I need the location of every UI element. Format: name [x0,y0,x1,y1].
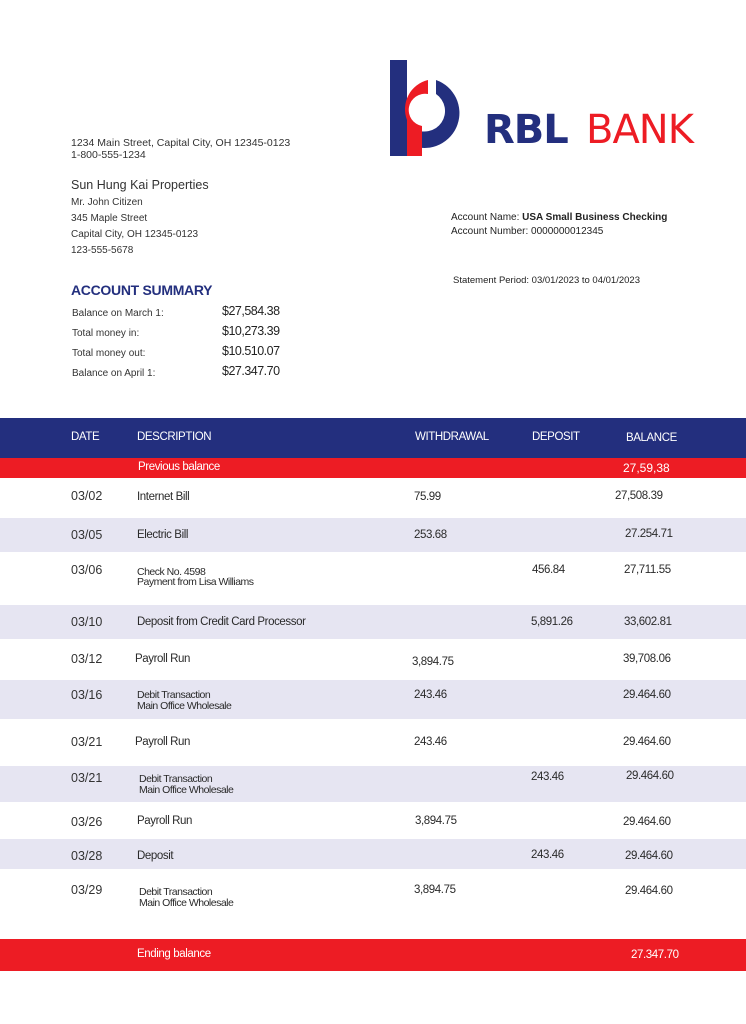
summary-value: $27.347.70 [222,364,280,378]
row-balance: 29.464.60 [623,816,671,828]
summary-value: $10,273.39 [222,324,280,338]
previous-balance-value: 27,59,38 [623,461,670,475]
row-date: 03/26 [71,815,103,829]
row-withdrawal: 243.46 [414,736,447,748]
summary-value: $27,584.38 [222,304,280,318]
row-deposit: 5,891.26 [531,616,573,628]
customer-city: Capital City, OH 12345-0123 [71,229,199,240]
row-description-detail: Payment from Lisa Williams [137,576,254,588]
row-balance: 29.464.60 [625,850,673,862]
table-row [0,552,746,605]
row-description-detail: Main Office Wholesale [139,784,234,796]
account-number-label: Account Number: [451,226,532,237]
summary-label: Balance on April 1: [72,368,156,379]
customer-contact: Mr. John Citizen [71,197,143,208]
summary-label: Total money in: [72,328,140,339]
row-date: 03/10 [71,615,103,629]
summary-row [72,304,292,324]
table-row [0,719,746,766]
previous-balance-row [0,458,746,478]
table-row [0,839,746,869]
summary-row [72,324,292,344]
row-date: 03/06 [71,563,103,577]
ending-balance-row [0,939,746,971]
row-withdrawal: 253.68 [414,529,447,541]
row-balance: 29.464.60 [623,736,671,748]
logo-bank-text: BANK [586,107,693,153]
row-description: Payroll Run [135,653,191,665]
row-date: 03/12 [71,652,103,666]
table-row [0,478,746,518]
row-balance: 29.464.60 [626,770,674,782]
header-description: DESCRIPTION [137,431,212,443]
row-description: Deposit from Credit Card Processor [137,616,306,628]
customer-company: Sun Hung Kai Properties [71,178,209,192]
row-description-detail: Main Office Wholesale [139,897,234,909]
row-date: 03/21 [71,735,103,749]
row-description: Check No. 4598 [137,566,206,578]
row-description: Internet Bill [137,491,190,503]
row-withdrawal: 75.99 [414,491,441,503]
row-balance: 27.254.71 [625,528,673,540]
summary-label: Total money out: [72,348,146,359]
row-date: 03/21 [71,771,103,785]
row-date: 03/16 [71,688,103,702]
previous-balance-label: Previous balance [138,461,220,473]
row-date: 03/29 [71,883,103,897]
row-withdrawal: 243.46 [414,689,447,701]
statement-period: Statement Period: 03/01/2023 to 04/01/2023 [453,275,640,286]
table-row [0,802,746,839]
ending-balance-label: Ending balance [137,948,211,960]
row-description: Debit Transaction [137,689,211,701]
summary-value: $10.510.07 [222,344,280,358]
row-description: Deposit [137,850,174,862]
row-description: Payroll Run [137,815,193,827]
row-withdrawal: 3,894.75 [414,884,456,896]
row-withdrawal: 3,894.75 [415,815,457,827]
row-balance: 29.464.60 [625,885,673,897]
account-number-value: 0000000012345 [531,226,604,237]
row-balance: 27,711.55 [624,564,671,576]
logo-rbl-text: RBL [484,107,568,153]
row-date: 03/28 [71,849,103,863]
account-name-label: Account Name: [451,212,523,223]
ending-balance-value: 27.347.70 [631,949,679,961]
account-number [451,225,603,238]
bank-logo [388,58,730,158]
row-balance: 29.464.60 [623,689,671,701]
customer-street: 345 Maple Street [71,213,148,224]
customer-phone: 123-555-5678 [71,245,134,256]
header-withdrawal: WITHDRAWAL [415,431,489,443]
rbl-logo-mark-icon [388,58,474,158]
header-balance: BALANCE [626,432,677,444]
row-date: 03/05 [71,528,103,542]
row-withdrawal: 3,894.75 [412,656,454,668]
bank-phone: 1-800-555-1234 [71,149,146,161]
table-row [0,639,746,680]
account-summary-title: ACCOUNT SUMMARY [71,282,213,298]
summary-label: Balance on March 1: [72,308,164,319]
row-date: 03/02 [71,489,103,503]
row-description-detail: Main Office Wholesale [137,700,232,712]
row-description: Payroll Run [135,736,191,748]
summary-row [72,364,292,384]
account-name-value: USA Small Business Checking [522,212,668,223]
table-row [0,766,746,802]
row-balance: 33,602.81 [624,616,672,628]
row-deposit: 456.84 [532,564,565,576]
account-name [451,211,667,224]
row-balance: 39,708.06 [623,653,671,665]
row-description: Debit Transaction [139,886,213,898]
row-description: Electric Bill [137,529,189,541]
table-row [0,680,746,719]
row-deposit: 243.46 [531,849,564,861]
table-row [0,869,746,939]
row-deposit: 243.46 [531,771,564,783]
summary-row [72,344,292,364]
header-date: DATE [71,431,100,443]
row-description: Debit Transaction [139,773,213,785]
row-balance: 27,508.39 [615,490,663,502]
table-row [0,518,746,552]
table-row [0,605,746,639]
transactions-table-header [0,418,746,458]
header-deposit: DEPOSIT [532,431,580,443]
bank-address: 1234 Main Street, Capital City, OH 12345-0123 [71,137,291,149]
